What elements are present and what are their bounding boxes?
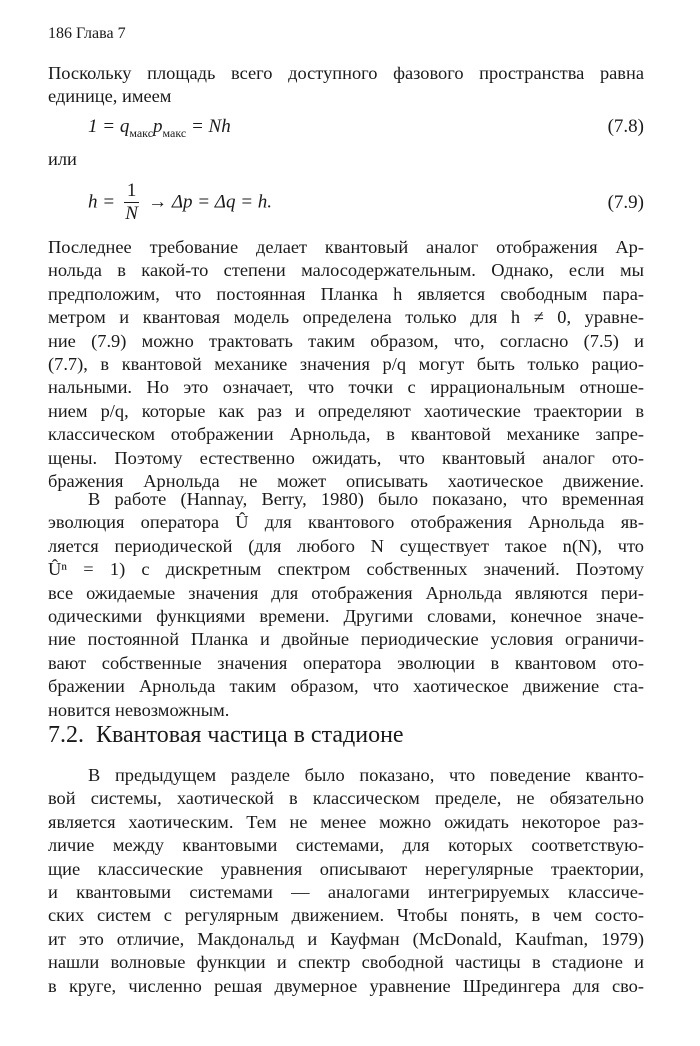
text-line: В работе (Hannay, Berry, 1980) было показано, что временная [88, 489, 644, 509]
text-line: нием p/q, которые как раз и определяют хаотические траектории в [48, 400, 644, 421]
text-line: эволюция оператора Û для квантового отображения Арнольда яв- [48, 512, 644, 533]
paragraph-3 [48, 764, 644, 998]
text-line: или [48, 149, 77, 169]
text-line: щие классические уравнения описывают нерегулярные траектории, [48, 858, 644, 879]
text-line: щены. Поэтому естественно ожидать, что квантовый аналог ото- [48, 447, 644, 468]
fraction: $\frac{1}{N}$ [125, 180, 138, 224]
text-line: ние постоянной Планка и двойные периодические условия ограничи- [48, 629, 644, 650]
section-number: 7.2. [48, 722, 84, 748]
text-line: новится невозможным. [48, 699, 230, 720]
text-line: бражения Арнольда не может описывать хаотическое движение. [48, 470, 644, 491]
intro-paragraph [48, 62, 644, 109]
text-line: ских систем с регулярным движением. Чтобы понять, в чем состо- [48, 905, 644, 926]
text-line: нальными. Но это означает, что точки с иррациональным отноше- [48, 377, 644, 398]
text-line: (7.7), в квантовой механике значения p/q могут быть только рацио- [48, 353, 644, 374]
text-line: все ожидаемые значения для отображения Арнольда являются пери- [48, 582, 644, 603]
equation-7-8 [48, 116, 644, 146]
text-line: является хаотическим. Тем не менее можно ожидать некоторое раз- [48, 811, 644, 832]
text-line: Последнее требование делает квантовый аналог отображения Ар- [48, 237, 644, 257]
text-line: ние (7.9) можно трактовать таким образом, что, согласно (7.5) и [48, 330, 644, 351]
text-line: нашли волновые функции и спектр свободной частицы в стадионе и [48, 952, 644, 973]
text-line: личие между квантовыми системами, для которых соответствую- [48, 835, 644, 856]
text-line: бражении Арнольда таким образом, что хаотическое движение ста- [48, 676, 644, 697]
text-line: классическом отображении Арнольда, в квантовой механике запре- [48, 424, 644, 445]
equation-number: (7.8) [607, 116, 644, 137]
text-line: вают собственные значения оператора эволюции в квантовом ото- [48, 652, 644, 673]
text-line: Поскольку площадь всего доступного фазового пространства равна [48, 63, 644, 83]
paragraph-2 [48, 488, 644, 722]
text-line: единице, имеем [48, 86, 172, 107]
running-head: 186 Глава 7 [48, 25, 126, 42]
equation-7-9 [48, 180, 644, 228]
text-line: ит это отличие, Макдональд и Кауфман (McDonald, Kaufman, 1979) [48, 928, 644, 949]
text-line: в круге, численно решая двумерное уравнение Шредингера для сво- [48, 975, 644, 996]
section-title: Квантовая частица в стадионе [96, 722, 404, 748]
equation-body: h = $\frac{1}{N}$ → Δp = Δq = h. [88, 180, 273, 224]
section-heading [48, 720, 404, 750]
equation-body: $1 = q_{макс}p_{макс} = Nh$ [88, 116, 231, 140]
text-line: предположим, что постоянная Планка h является свободным пара- [48, 283, 644, 304]
paragraph-1 [48, 236, 644, 493]
text-line: метром и квантовая модель определена только для h ≠ 0, уравне- [48, 307, 644, 328]
text-line: В предыдущем разделе было показано, что поведение кванто- [88, 765, 644, 785]
text-line: вой системы, хаотической в классическом пределе, не обязательно [48, 788, 644, 809]
equation-number: (7.9) [607, 192, 644, 213]
text-line: нольда в какой-то степени малосодержательным. Однако, если мы [48, 260, 644, 281]
text-line: и квантовыми системами — аналогами интегрируемых классиче- [48, 881, 644, 902]
conjunction [48, 148, 644, 171]
text-line: Ûⁿ = 1) с дискретным спектром собственных значений. Поэтому [48, 559, 644, 580]
text-line: ляется периодической (для любого N существует такое n(N), что [48, 535, 644, 556]
text-line: одическими функциями времени. Другими словами, конечное значе- [48, 605, 644, 626]
